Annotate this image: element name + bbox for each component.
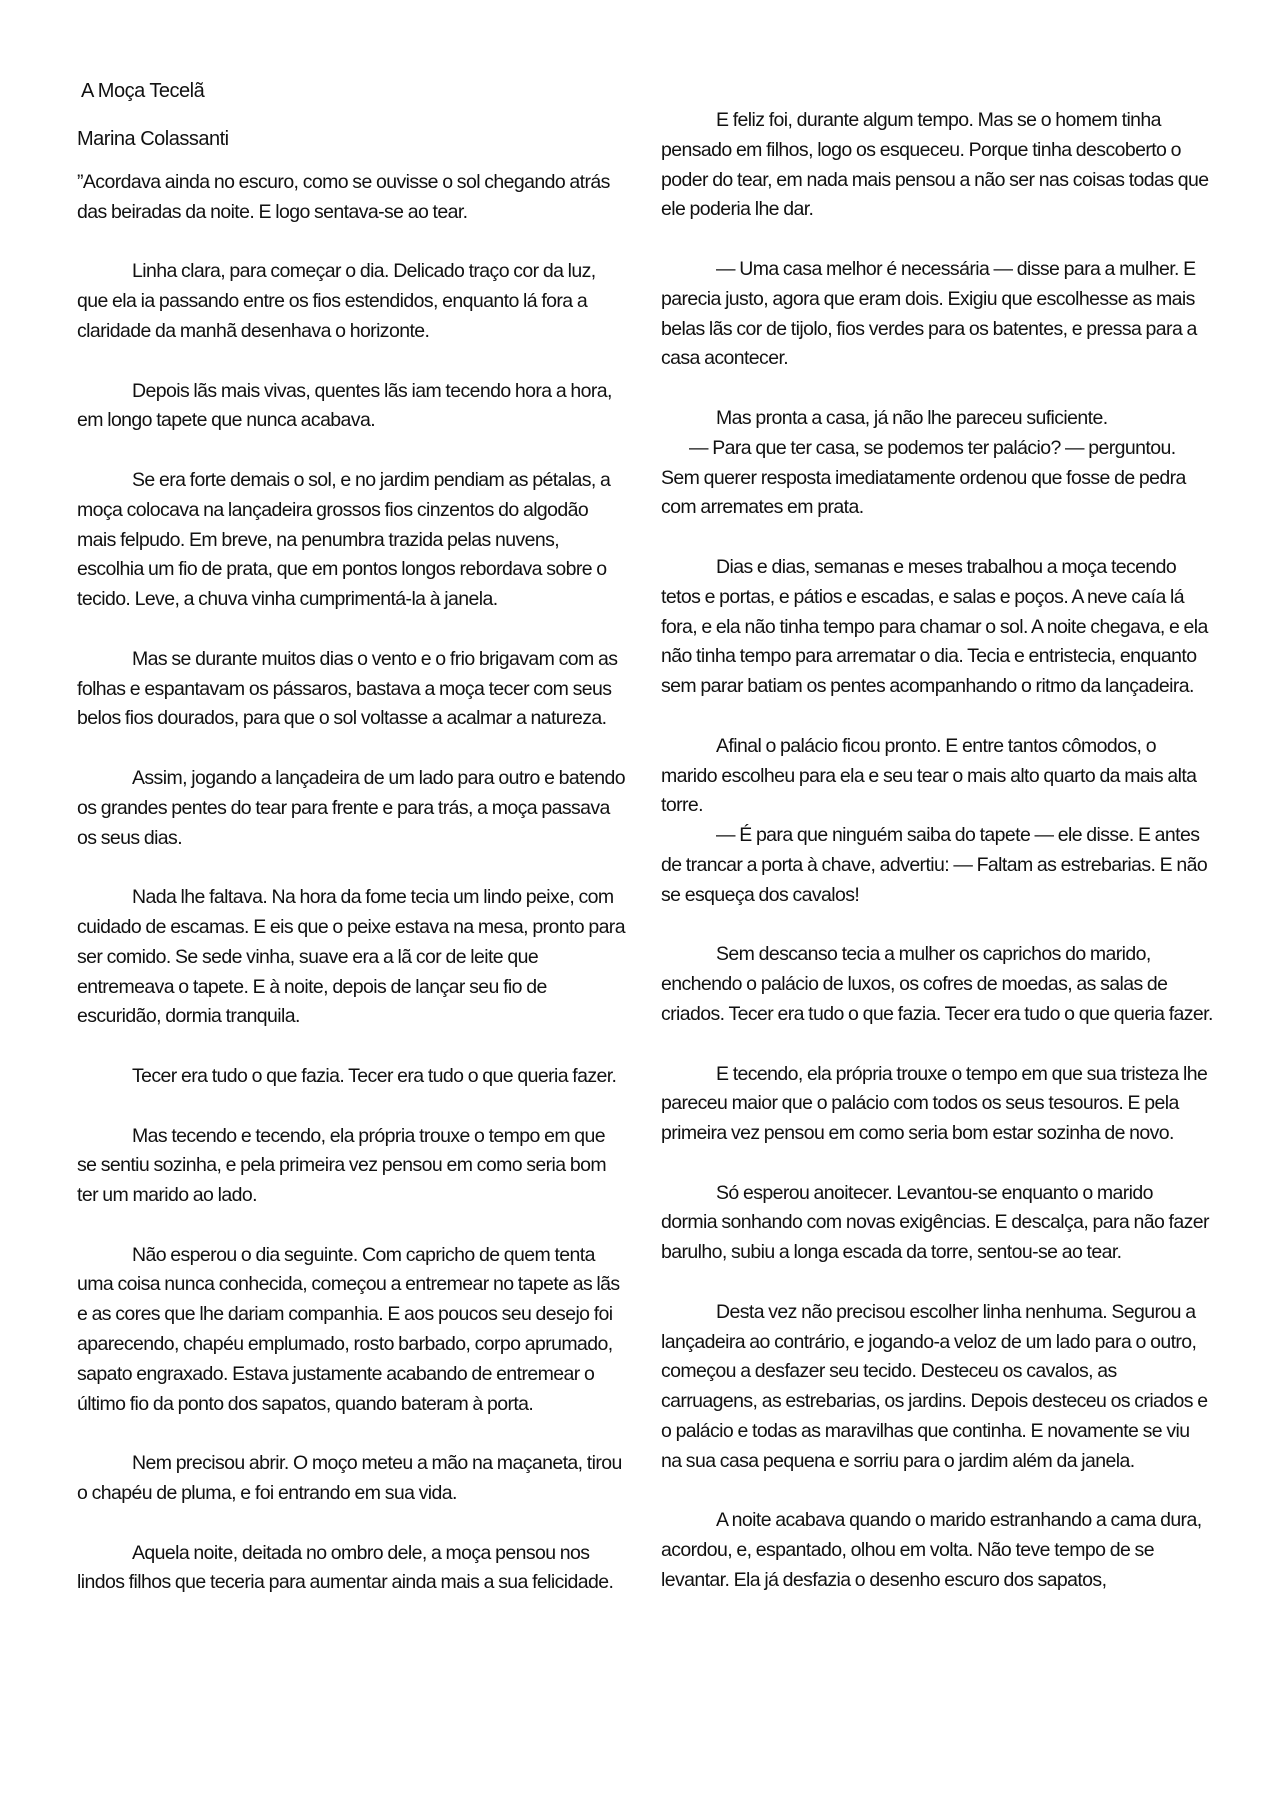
paragraph: Assim, jogando a lançadeira de um lado para outro e batendo os grandes pentes do tear para frente e para trás, a moça passava os seus dias. xyxy=(77,766,625,849)
paragraph: Nem precisou abrir. O moço meteu a mão na maçaneta, tirou o chapéu de pluma, e foi entrando em sua vida. xyxy=(77,1452,622,1505)
paragraph: Tecer era tudo o que fazia. Tecer era tudo o que queria fazer. xyxy=(132,1064,617,1087)
paragraph: Mas pronta a casa, já não lhe pareceu suficiente. xyxy=(716,406,1108,429)
paragraph: Afinal o palácio ficou pronto. E entre tantos cômodos, o marido escolheu para ela e seu tear o mais alto quarto da mais alta torre. xyxy=(661,734,1197,817)
paragraph: E feliz foi, durante algum tempo. Mas se o homem tinha pensado em filhos, logo os esqueceu. Porque tinha descoberto o poder do tear, em nada mais pensou a não ser nas coisas todas que ele poderia lhe dar. xyxy=(661,109,1209,221)
paragraph: Depois lãs mais vivas, quentes lãs iam tecendo hora a hora, em longo tapete que nunca acabava. xyxy=(77,379,612,432)
paragraph: Sem descanso tecia a mulher os caprichos do marido, enchendo o palácio de luxos, os cofres de moedas, as salas de criados. Tecer era tudo o que fazia. Tecer era tudo o que queria fazer. xyxy=(661,943,1213,1025)
right-column-paragraphs xyxy=(661,106,1213,1626)
paragraph: ”Acordava ainda no escuro, como se ouvisse o sol chegando atrás das beiradas da noite. E logo sentava-se ao tear. xyxy=(77,171,610,223)
paragraph: A noite acabava quando o marido estranhando a cama dura, acordou, e, espantado, olhou em volta. Não teve tempo de se levantar. Ela já desfazia o desenho escuro dos sapatos, xyxy=(661,1509,1202,1592)
paragraph: Mas se durante muitos dias o vento e o frio brigavam com as folhas e espantavam os pássaros, bastava a moça tecer com seus belos fios dourados, para que o sol voltasse a acalmar a natureza. xyxy=(77,647,618,730)
paragraph: — Uma casa melhor é necessária — disse para a mulher. E parecia justo, agora que eram dois. Exigiu que escolhesse as mais belas lãs cor de tijolo, fios verdes para os batentes, e pressa para a casa acontecer. xyxy=(661,257,1197,370)
paragraph: Se era forte demais o sol, e no jardim pendiam as pétalas, a moça colocava na lançadeira grossos fios cinzentos do algodão mais felpudo. Em breve, na penumbra trazida pelas nuvens, escolhia um fio de prata, que em pontos longos rebordava sobre o tecido. Leve, a chuva vinha cumprimentá-la à janela. xyxy=(77,468,611,611)
paragraph: Não esperou o dia seguinte. Com capricho de quem tenta uma coisa nunca conhecida, começou a entremear no tapete as lãs e as cores que lhe dariam companhia. E aos poucos seu desejo foi aparecendo, chapéu emplumado, rosto barbado, corpo aprumado, sapato engraxado. Estava justamente acabando de entremear o último fio da ponto dos sapatos, quando bateram à porta. xyxy=(77,1243,620,1415)
paragraph: Dias e dias, semanas e meses trabalhou a moça tecendo tetos e portas, e pátios e escadas, e salas e poços. A neve caía lá fora, e ela não tinha tempo para chamar o sol. A noite chegava, e ela não tinha tempo para arrematar o dia. Tecia e entristecia, enquanto sem parar batiam os pentes acompanhando o ritmo da lançadeira. xyxy=(661,555,1208,698)
document-title: A Moça Tecelã xyxy=(81,80,205,102)
paragraph: Mas tecendo e tecendo, ela própria trouxe o tempo em que se sentiu sozinha, e pela primeira vez pensou em como seria bom ter um marido ao lado. xyxy=(77,1124,606,1207)
left-column-paragraphs xyxy=(77,168,625,1628)
paragraph: Só esperou anoitecer. Levantou-se enquanto o marido dormia sonhando com novas exigências. E descalça, para não fazer barulho, subiu a longa escada da torre, sentou-se ao tear. xyxy=(661,1181,1209,1264)
paragraph: E tecendo, ela própria trouxe o tempo em que sua tristeza lhe pareceu maior que o palácio com todos os seus tesouros. E pela primeira vez pensou em como seria bom estar sozinha de novo. xyxy=(661,1062,1208,1145)
paragraph: Nada lhe faltava. Na hora da fome tecia um lindo peixe, com cuidado de escamas. E eis que o peixe estava na mesa, pronto para ser comido. Se sede vinha, suave era a lã cor de leite que entremeava o tapete. E à noite, depois de lançar seu fio de escuridão, dormia tranquila. xyxy=(77,886,625,1028)
paragraph: Desta vez não precisou escolher linha nenhuma. Segurou a lançadeira ao contrário, e jogando-a veloz de um lado para o outro, começou a desfazer seu tecido. Desteceu os cavalos, as carruagens, as estrebarias, os jardins. Depois desteceu os criados e o palácio e todas as maravilhas que continha. E novamente se viu na sua casa pequena e sorriu para o jardim além da janela. xyxy=(661,1300,1208,1472)
paragraph: — Para que ter casa, se podemos ter palácio? — perguntou. Sem querer resposta imediatamente ordenou que fosse de pedra com arremates em prata. xyxy=(661,436,1186,519)
paragraph: Aquela noite, deitada no ombro dele, a moça pensou nos lindos filhos que teceria para aumentar ainda mais a sua felicidade. xyxy=(77,1541,614,1594)
document-author: Marina Colassanti xyxy=(77,128,229,150)
paragraph: — É para que ninguém saiba do tapete — ele disse. E antes de trancar a porta à chave, advertiu: — Faltam as estrebarias. E não se esqueça dos cavalos! xyxy=(661,824,1208,906)
paragraph: Linha clara, para começar o dia. Delicado traço cor da luz, que ela ia passando entre os fios estendidos, enquanto lá fora a claridade da manhã desenhava o horizonte. xyxy=(77,260,596,342)
